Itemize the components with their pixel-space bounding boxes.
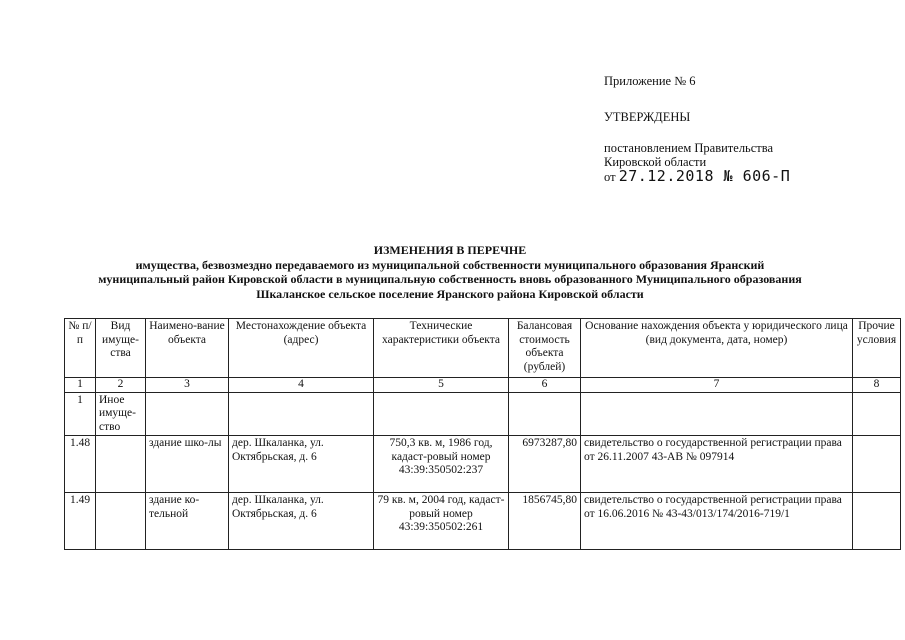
row-number: 1.48 (65, 436, 96, 493)
row-basis: свидетельство о государственной регистрации права от 26.11.2007 43-АВ № 097914 (581, 436, 853, 493)
row-basis: свидетельство о государственной регистрации права от 16.06.2016 № 43-43/013/174/2016-719/1 (581, 493, 853, 550)
appendix-number: Приложение № 6 (604, 74, 696, 88)
column-number: 8 (853, 378, 901, 393)
group-number: 1 (65, 392, 96, 436)
approval-line-2: Кировской области (604, 155, 707, 169)
approval-date-line (604, 169, 790, 184)
table-row (65, 436, 901, 493)
header-number: № п/п (65, 319, 96, 378)
row-address: дер. Шкаланка, ул. Октябрьская, д. 6 (229, 436, 374, 493)
heading-line-3: муниципальный район Кировской области в муниципальную собственность вновь образованного Муниципального образования (98, 272, 802, 286)
approval-block (604, 74, 790, 184)
column-number: 4 (229, 378, 374, 393)
header-tech: Технические характеристики объекта (374, 319, 509, 378)
header-name: Наимено-вание объекта (146, 319, 229, 378)
column-number: 2 (96, 378, 146, 393)
group-kind: Иное имуще-ство (96, 392, 146, 436)
column-numbers-row (65, 378, 901, 393)
approved-label: УТВЕРЖДЕНЫ (604, 110, 691, 124)
row-name: здание шко-лы (146, 436, 229, 493)
heading-title: ИЗМЕНЕНИЯ В ПЕРЕЧНЕ (373, 243, 527, 257)
property-table (64, 318, 901, 550)
row-address: дер. Шкаланка, ул. Октябрьская, д. 6 (229, 493, 374, 550)
row-tech: 79 кв. м, 2004 год, кадаст-ровый номер 43:39:350502:261 (374, 493, 509, 550)
handwritten-date-number: 27.12.2018 № 606-П (618, 167, 791, 185)
row-other (853, 436, 901, 493)
row-name: здание ко-тельной (146, 493, 229, 550)
row-value: 1856745,80 (509, 493, 581, 550)
column-number: 5 (374, 378, 509, 393)
header-address: Местонахождение объекта (адрес) (229, 319, 374, 378)
column-number: 1 (65, 378, 96, 393)
column-number: 3 (146, 378, 229, 393)
table-row (65, 493, 901, 550)
header-value: Балансовая стоимость объекта (рублей) (509, 319, 581, 378)
row-value: 6973287,80 (509, 436, 581, 493)
row-kind (96, 436, 146, 493)
date-prefix: от (604, 170, 616, 184)
header-kind: Вид имуще-ства (96, 319, 146, 378)
approval-line-1: постановлением Правительства (604, 141, 774, 155)
row-number: 1.49 (65, 493, 96, 550)
column-number: 7 (581, 378, 853, 393)
header-basis: Основание нахождения объекта у юридического лица (вид документа, дата, номер) (581, 319, 853, 378)
row-other (853, 493, 901, 550)
header-other: Прочие условия (853, 319, 901, 378)
table-header-row (65, 319, 901, 378)
row-tech: 750,3 кв. м, 1986 год, кадаст-ровый номер 43:39:350502:237 (374, 436, 509, 493)
heading-line-2: имущества, безвозмездно передаваемого из муниципальной собственности муниципального образования Яранский (135, 257, 765, 272)
row-kind (96, 493, 146, 550)
column-number: 6 (509, 378, 581, 393)
document-heading (60, 243, 840, 301)
heading-line-4: Шкаланское сельское поселение Яранского района Кировской области (256, 286, 644, 301)
group-row (65, 392, 901, 436)
